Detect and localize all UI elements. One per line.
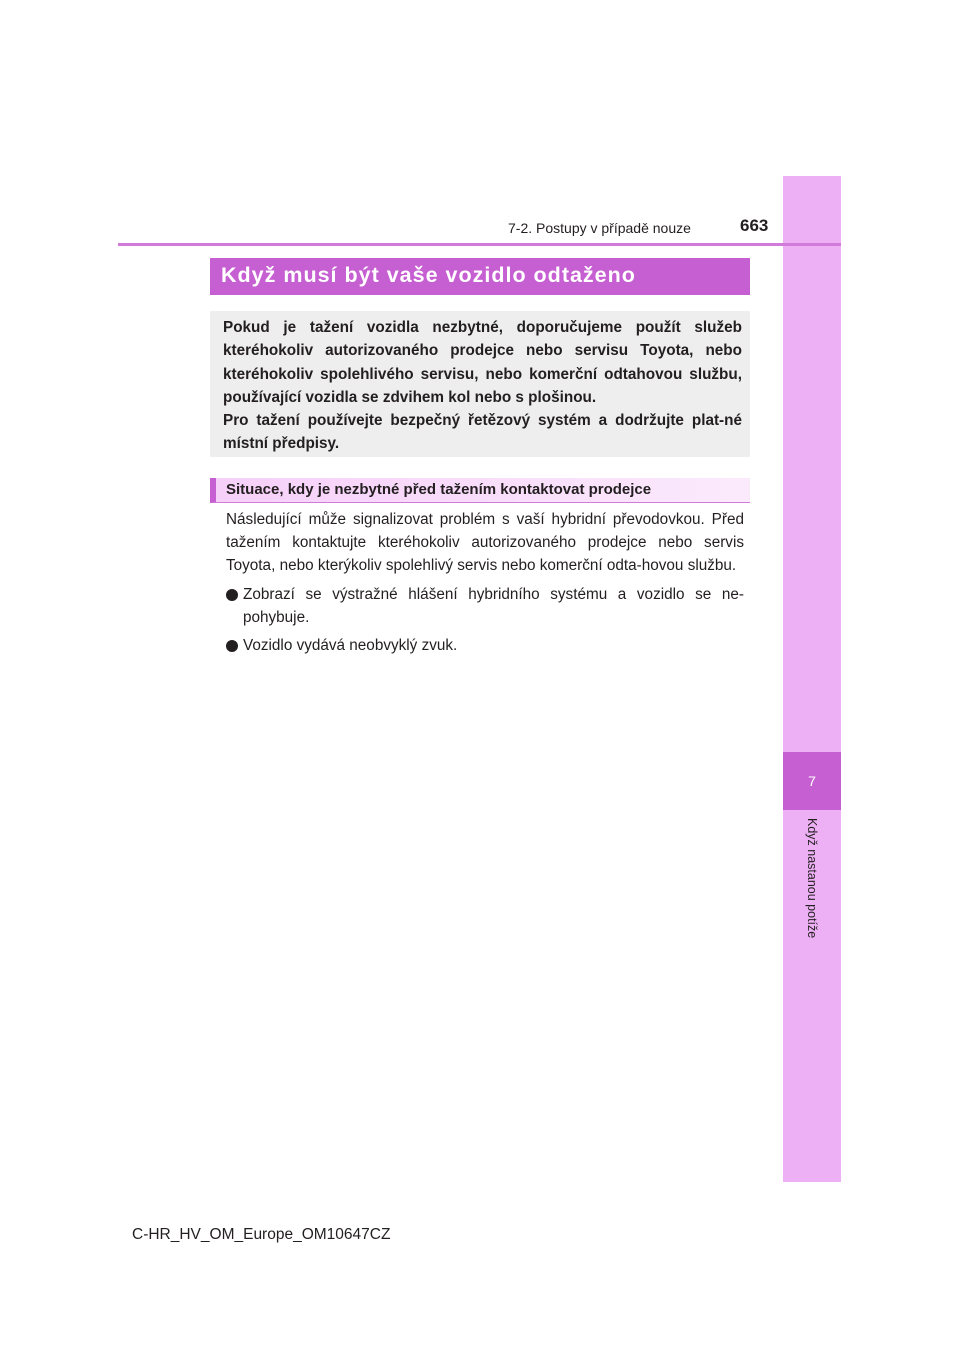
running-head: 7-2. Postupy v případě nouze bbox=[508, 220, 691, 236]
chapter-label: Když nastanou potíže bbox=[805, 818, 819, 939]
list-item bbox=[226, 634, 744, 657]
page-number: 663 bbox=[740, 216, 769, 235]
header-divider bbox=[118, 243, 841, 246]
intro-paragraph: Pro tažení používejte bezpečný řetězový systém a dodržujte plat-né místní předpisy. bbox=[223, 412, 742, 453]
section-body bbox=[226, 508, 744, 657]
section-heading: Situace, kdy je nezbytné před tažením kontaktovat prodejce bbox=[210, 478, 750, 503]
chapter-side-tab bbox=[783, 176, 841, 1182]
chapter-label-area bbox=[783, 818, 841, 968]
chapter-number: 7 bbox=[808, 773, 816, 789]
list-item bbox=[226, 583, 744, 629]
chapter-number-tab bbox=[783, 752, 841, 810]
bullet-icon bbox=[226, 640, 238, 652]
section-paragraph: Následující může signalizovat problém s vaší hybridní převodovkou. Před tažením kontaktujte kteréhokoliv autorizovaného prodejce nebo servis Toyota, nebo kterýkoliv spolehlivý servis nebo komerční odta-hovou službu. bbox=[226, 511, 744, 575]
list-item-text: Vozidlo vydává neobvyklý zvuk. bbox=[243, 637, 458, 655]
list-item-text: Zobrazí se výstražné hlášení hybridního systému a vozidlo se ne-pohybuje. bbox=[243, 585, 744, 626]
document-code: C-HR_HV_OM_Europe_OM10647CZ bbox=[132, 1226, 391, 1243]
page-title: Když musí být vaše vozidlo odtaženo bbox=[210, 258, 750, 295]
intro-box bbox=[210, 311, 750, 457]
intro-paragraph: Pokud je tažení vozidla nezbytné, doporučujeme použít služeb kteréhokoliv autorizovaného prodejce nebo servisu Toyota, nebo kteréhokoliv spolehlivého servisu, nebo komerční odtahovou službu, používající vozidla se zdvihem kol nebo s plošinou. bbox=[223, 319, 742, 406]
bullet-icon bbox=[226, 589, 238, 601]
